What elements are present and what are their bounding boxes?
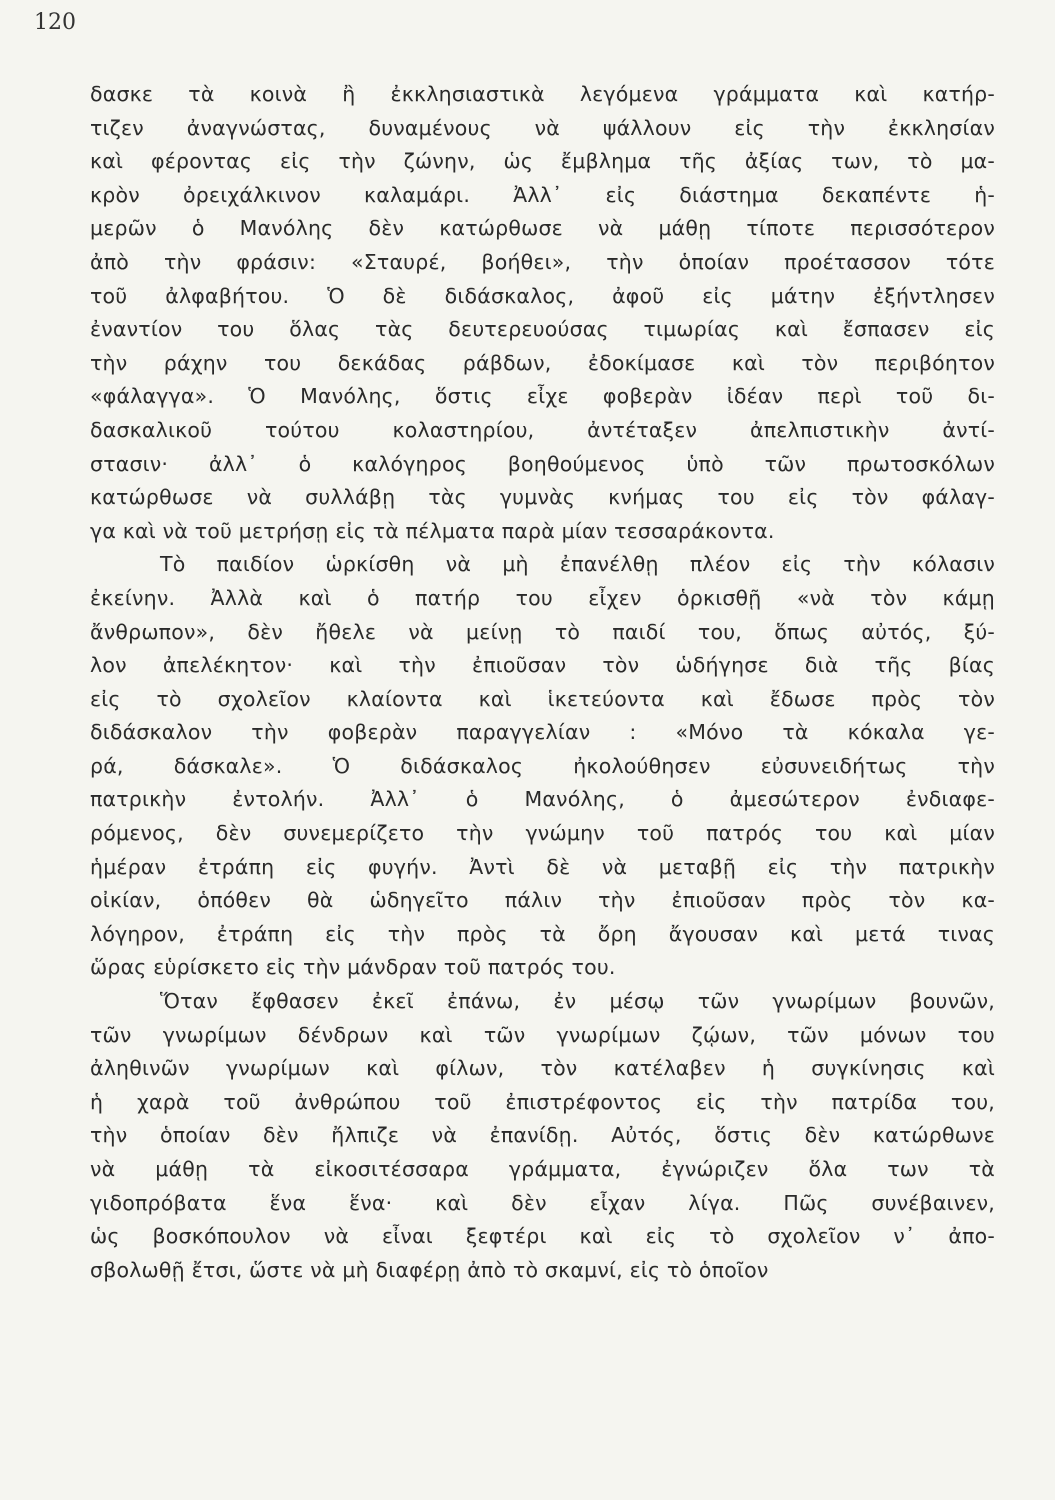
text-line: ἀληθινῶν γνωρίμων καὶ φίλων, τὸν κατέλαβεν ἡ συγκίνησις καὶ xyxy=(90,1056,995,1081)
text-line: ρά, δάσκαλε». Ὁ διδάσκαλος ἠκολούθησεν εὐσυνειδήτως τὴν xyxy=(90,753,995,778)
text-line: Τὸ παιδίον ὡρκίσθη νὰ μὴ ἐπανέλθῃ πλέον εἰς τὴν κόλασιν xyxy=(160,552,995,577)
text-line: τιζεν ἀναγνώστας, δυναμένους νὰ ψάλλουν εἰς τὴν ἐκκλησίαν xyxy=(90,115,995,140)
text-line: ἄνθρωπον», δὲν ἤθελε νὰ μείνῃ τὸ παιδί του, ὅπως αὐτός, ξύ- xyxy=(90,619,995,644)
text-line: μερῶν ὁ Μανόλης δὲν κατώρθωσε νὰ μάθῃ τίποτε περισσότερον xyxy=(90,216,995,241)
text-line: οἰκίαν, ὁπόθεν θὰ ὡδηγεῖτο πάλιν τὴν ἐπιοῦσαν πρὸς τὸν κα- xyxy=(90,888,995,913)
body-text xyxy=(90,78,995,1287)
paragraph-3 xyxy=(90,985,995,1287)
text-line: στασιν· ἀλλ᾽ ὁ καλόγηρος βοηθούμενος ὑπὸ τῶν πρωτοσκόλων xyxy=(90,451,995,476)
text-line: ἐναντίον του ὅλας τὰς δευτερευούσας τιμωρίας καὶ ἔσπασεν εἰς xyxy=(90,317,995,342)
text-line: νὰ μάθῃ τὰ εἰκοσιτέσσαρα γράμματα, ἐγνώριζεν ὅλα των τὰ xyxy=(90,1157,995,1181)
text-line: ἀπὸ τὴν φράσιν: «Σταυρέ, βοήθει», τὴν ὁποίαν προέτασσον τότε xyxy=(90,249,995,274)
text-line: ὥρας εὑρίσκετο εἰς τὴν μάνδραν τοῦ πατρός του. xyxy=(90,955,616,980)
paragraph-2 xyxy=(90,548,995,985)
text-line: ρόμενος, δὲν συνεμερίζετο τὴν γνώμην τοῦ πατρός του καὶ μίαν xyxy=(90,821,995,846)
text-line: τοῦ ἀλφαβήτου. Ὁ δὲ διδάσκαλος, ἀφοῦ εἰς μάτην ἐξήντλησεν xyxy=(90,283,995,308)
text-line: λόγηρον, ἐτράπη εἰς τὴν πρὸς τὰ ὄρη ἄγουσαν καὶ μετά τινας xyxy=(90,921,995,946)
text-line: τὴν ράχην του δεκάδας ράβδων, ἐδοκίμασε καὶ τὸν περιβόητον xyxy=(90,350,995,375)
text-line: διδάσκαλον τὴν φοβερὰν παραγγελίαν : «Μόνο τὰ κόκαλα γε- xyxy=(90,720,995,745)
text-line: γιδοπρόβατα ἕνα ἕνα· καὶ δὲν εἶχαν λίγα. Πῶς συνέβαινεν, xyxy=(90,1190,995,1215)
paragraph-1 xyxy=(90,78,995,548)
text-line: κρὸν ὀρειχάλκινον καλαμάρι. Ἀλλ᾽ εἰς διάστημα δεκαπέντε ἡ- xyxy=(90,182,995,207)
text-line: λον ἀπελέκητον· καὶ τὴν ἐπιοῦσαν τὸν ὡδήγησε διὰ τῆς βίας xyxy=(90,653,995,678)
text-line: σβολωθῇ ἔτσι, ὥστε νὰ μὴ διαφέρῃ ἀπὸ τὸ σκαμνί, εἰς τὸ ὁποῖον xyxy=(90,1257,769,1282)
text-line: Ὅταν ἔφθασεν ἐκεῖ ἐπάνω, ἐν μέσῳ τῶν γνωρίμων βουνῶν, xyxy=(160,989,995,1014)
text-line: καὶ φέροντας εἰς τὴν ζώνην, ὡς ἔμβλημα τῆς ἀξίας των, τὸ μα- xyxy=(90,149,995,174)
text-line: δασκαλικοῦ τούτου κολαστηρίου, ἀντέταξεν ἀπελπιστικὴν ἀντί- xyxy=(90,417,995,442)
text-line: τὴν ὁποίαν δὲν ἤλπιζε νὰ ἐπανίδῃ. Αὐτός, ὅστις δὲν κατώρθωνε xyxy=(90,1123,995,1148)
text-line: ὡς βοσκόπουλον νὰ εἶναι ξεφτέρι καὶ εἰς τὸ σχολεῖον ν᾽ ἀπο- xyxy=(90,1224,995,1249)
text-line: «φάλαγγα». Ὁ Μανόλης, ὅστις εἶχε φοβερὰν ἰδέαν περὶ τοῦ δι- xyxy=(90,384,995,409)
text-line: ἐκείνην. Ἀλλὰ καὶ ὁ πατήρ του εἶχεν ὁρκισθῇ «νὰ τὸν κάμῃ xyxy=(90,585,995,610)
page-number: 120 xyxy=(34,10,76,35)
text-line: ἡ χαρὰ τοῦ ἀνθρώπου τοῦ ἐπιστρέφοντος εἰς τὴν πατρίδα του, xyxy=(90,1089,995,1114)
text-line: πατρικὴν ἐντολήν. Ἀλλ᾽ ὁ Μανόλης, ὁ ἀμεσώτερον ἐνδιαφε- xyxy=(90,787,995,812)
text-line: κατώρθωσε νὰ συλλάβῃ τὰς γυμνὰς κνήμας του εἰς τὸν φάλαγ- xyxy=(90,485,995,510)
text-line: ἡμέραν ἐτράπη εἰς φυγήν. Ἀντὶ δὲ νὰ μεταβῇ εἰς τὴν πατρικὴν xyxy=(90,854,995,879)
text-line: δασκε τὰ κοινὰ ἢ ἐκκλησιαστικὰ λεγόμενα γράμματα καὶ κατήρ- xyxy=(90,82,995,106)
text-line: γα καὶ νὰ τοῦ μετρήσῃ εἰς τὰ πέλματα παρὰ μίαν τεσσαράκοντα. xyxy=(90,518,775,543)
text-line: τῶν γνωρίμων δένδρων καὶ τῶν γνωρίμων ζῴων, τῶν μόνων του xyxy=(90,1022,995,1047)
text-line: εἰς τὸ σχολεῖον κλαίοντα καὶ ἱκετεύοντα καὶ ἔδωσε πρὸς τὸν xyxy=(90,686,995,711)
